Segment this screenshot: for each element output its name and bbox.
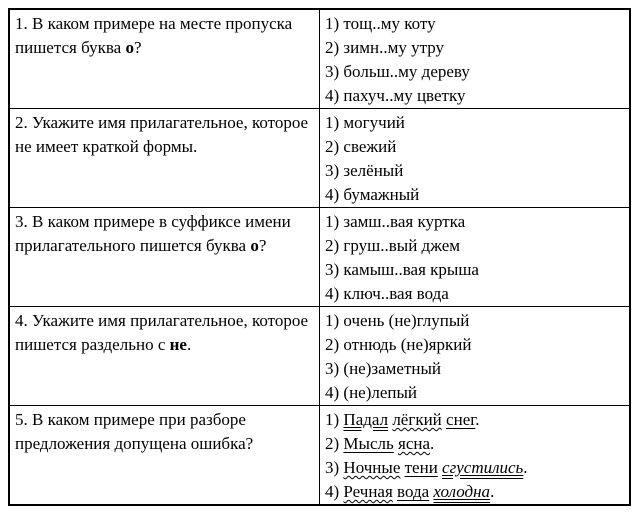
- options-cell-2: [320, 109, 631, 208]
- text-segment: .: [490, 482, 495, 501]
- option-line-2-4: [325, 183, 623, 207]
- text-segment: 2. Укажите имя прилагательное, которое не имеет краткой формы.: [15, 113, 309, 156]
- option-line-4-2: [325, 333, 623, 357]
- question-cell-3: [9, 208, 320, 307]
- question-cell-2: [9, 109, 320, 208]
- text-segment: 1. В каком примере на месте пропуска пишется буква: [15, 14, 293, 57]
- question-cell-5: [9, 406, 320, 506]
- options-cell-4: [320, 307, 631, 406]
- option-line-3-4: [325, 282, 623, 306]
- text-segment: 4): [325, 482, 344, 501]
- text-segment: 1): [325, 410, 344, 429]
- option-line-1-1: [325, 12, 623, 36]
- option-line-5-2: [325, 432, 623, 456]
- quiz-table: [8, 8, 631, 506]
- text-segment: сгустились: [442, 458, 524, 477]
- option-line-4-1: [325, 309, 623, 333]
- options-cell-3: [320, 208, 631, 307]
- text-segment: .: [523, 458, 528, 477]
- text-segment: 3. В каком примере в суффиксе имени прилагательного пишется буква: [15, 212, 291, 255]
- text-segment: 2): [325, 434, 344, 453]
- table-row-5: [9, 406, 630, 506]
- text-segment: холодна: [433, 482, 491, 501]
- text-segment: 1) очень (не)глупый: [325, 311, 470, 330]
- text-segment: 4) бумажный: [325, 185, 420, 204]
- text-segment: лёгкий: [392, 410, 442, 429]
- table-row-3: [9, 208, 630, 307]
- option-line-5-3: [325, 456, 623, 480]
- text-segment: ?: [258, 236, 267, 255]
- text-segment: 1) замш..вая куртка: [325, 212, 466, 231]
- text-segment: Мысль: [343, 434, 394, 453]
- text-segment: 1) могучий: [325, 113, 405, 132]
- text-segment: 4) (не)лепый: [325, 383, 418, 402]
- text-segment: Падал: [343, 410, 389, 429]
- text-segment: ?: [133, 38, 142, 57]
- option-line-2-1: [325, 111, 623, 135]
- text-segment: 2) груш..вый джем: [325, 236, 461, 255]
- text-segment: вода: [397, 482, 430, 501]
- text-segment: тени: [404, 458, 438, 477]
- text-segment: .: [475, 410, 480, 429]
- text-segment: .: [430, 434, 435, 453]
- options-cell-5: [320, 406, 631, 506]
- text-segment: ясна: [398, 434, 431, 453]
- text-segment: .: [186, 335, 192, 354]
- option-line-1-2: [325, 36, 623, 60]
- text-segment: 2) свежий: [325, 137, 397, 156]
- text-segment: 3): [325, 458, 344, 477]
- text-segment: 4) ключ..вая вода: [325, 284, 449, 303]
- text-segment: 3) зелёный: [325, 161, 404, 180]
- option-line-5-4: [325, 480, 623, 504]
- option-line-3-2: [325, 234, 623, 258]
- text-segment: 4. Укажите имя прилагательное, которое пишется раздельно с: [15, 311, 309, 354]
- text-segment: 3) (не)заметный: [325, 359, 441, 378]
- text-segment: не: [169, 335, 187, 354]
- option-line-2-3: [325, 159, 623, 183]
- option-line-3-3: [325, 258, 623, 282]
- table-row-1: [9, 9, 630, 109]
- quiz-table-body: [9, 9, 630, 505]
- text-segment: 3) больш..му дереву: [325, 62, 470, 81]
- option-line-4-4: [325, 381, 623, 405]
- text-segment: о: [125, 38, 134, 57]
- text-segment: 3) камыш..вая крыша: [325, 260, 479, 279]
- option-line-1-4: [325, 84, 623, 108]
- options-cell-1: [320, 9, 631, 109]
- text-segment: 4) пахуч..му цветку: [325, 86, 466, 105]
- text-segment: 1) тощ..му коту: [325, 14, 436, 33]
- table-row-2: [9, 109, 630, 208]
- text-segment: снег: [446, 410, 476, 429]
- option-line-1-3: [325, 60, 623, 84]
- option-line-4-3: [325, 357, 623, 381]
- text-segment: о: [250, 236, 259, 255]
- text-segment: 2) зимн..му утру: [325, 38, 444, 57]
- text-segment: Ночные: [343, 458, 401, 477]
- table-row-4: [9, 307, 630, 406]
- text-segment: 5. В каком примере при разборе предложения допущена ошибка?: [15, 410, 254, 453]
- text-segment: Речная: [343, 482, 393, 501]
- option-line-5-1: [325, 408, 623, 432]
- option-line-3-1: [325, 210, 623, 234]
- question-cell-1: [9, 9, 320, 109]
- option-line-2-2: [325, 135, 623, 159]
- question-cell-4: [9, 307, 320, 406]
- text-segment: 2) отнюдь (не)яркий: [325, 335, 472, 354]
